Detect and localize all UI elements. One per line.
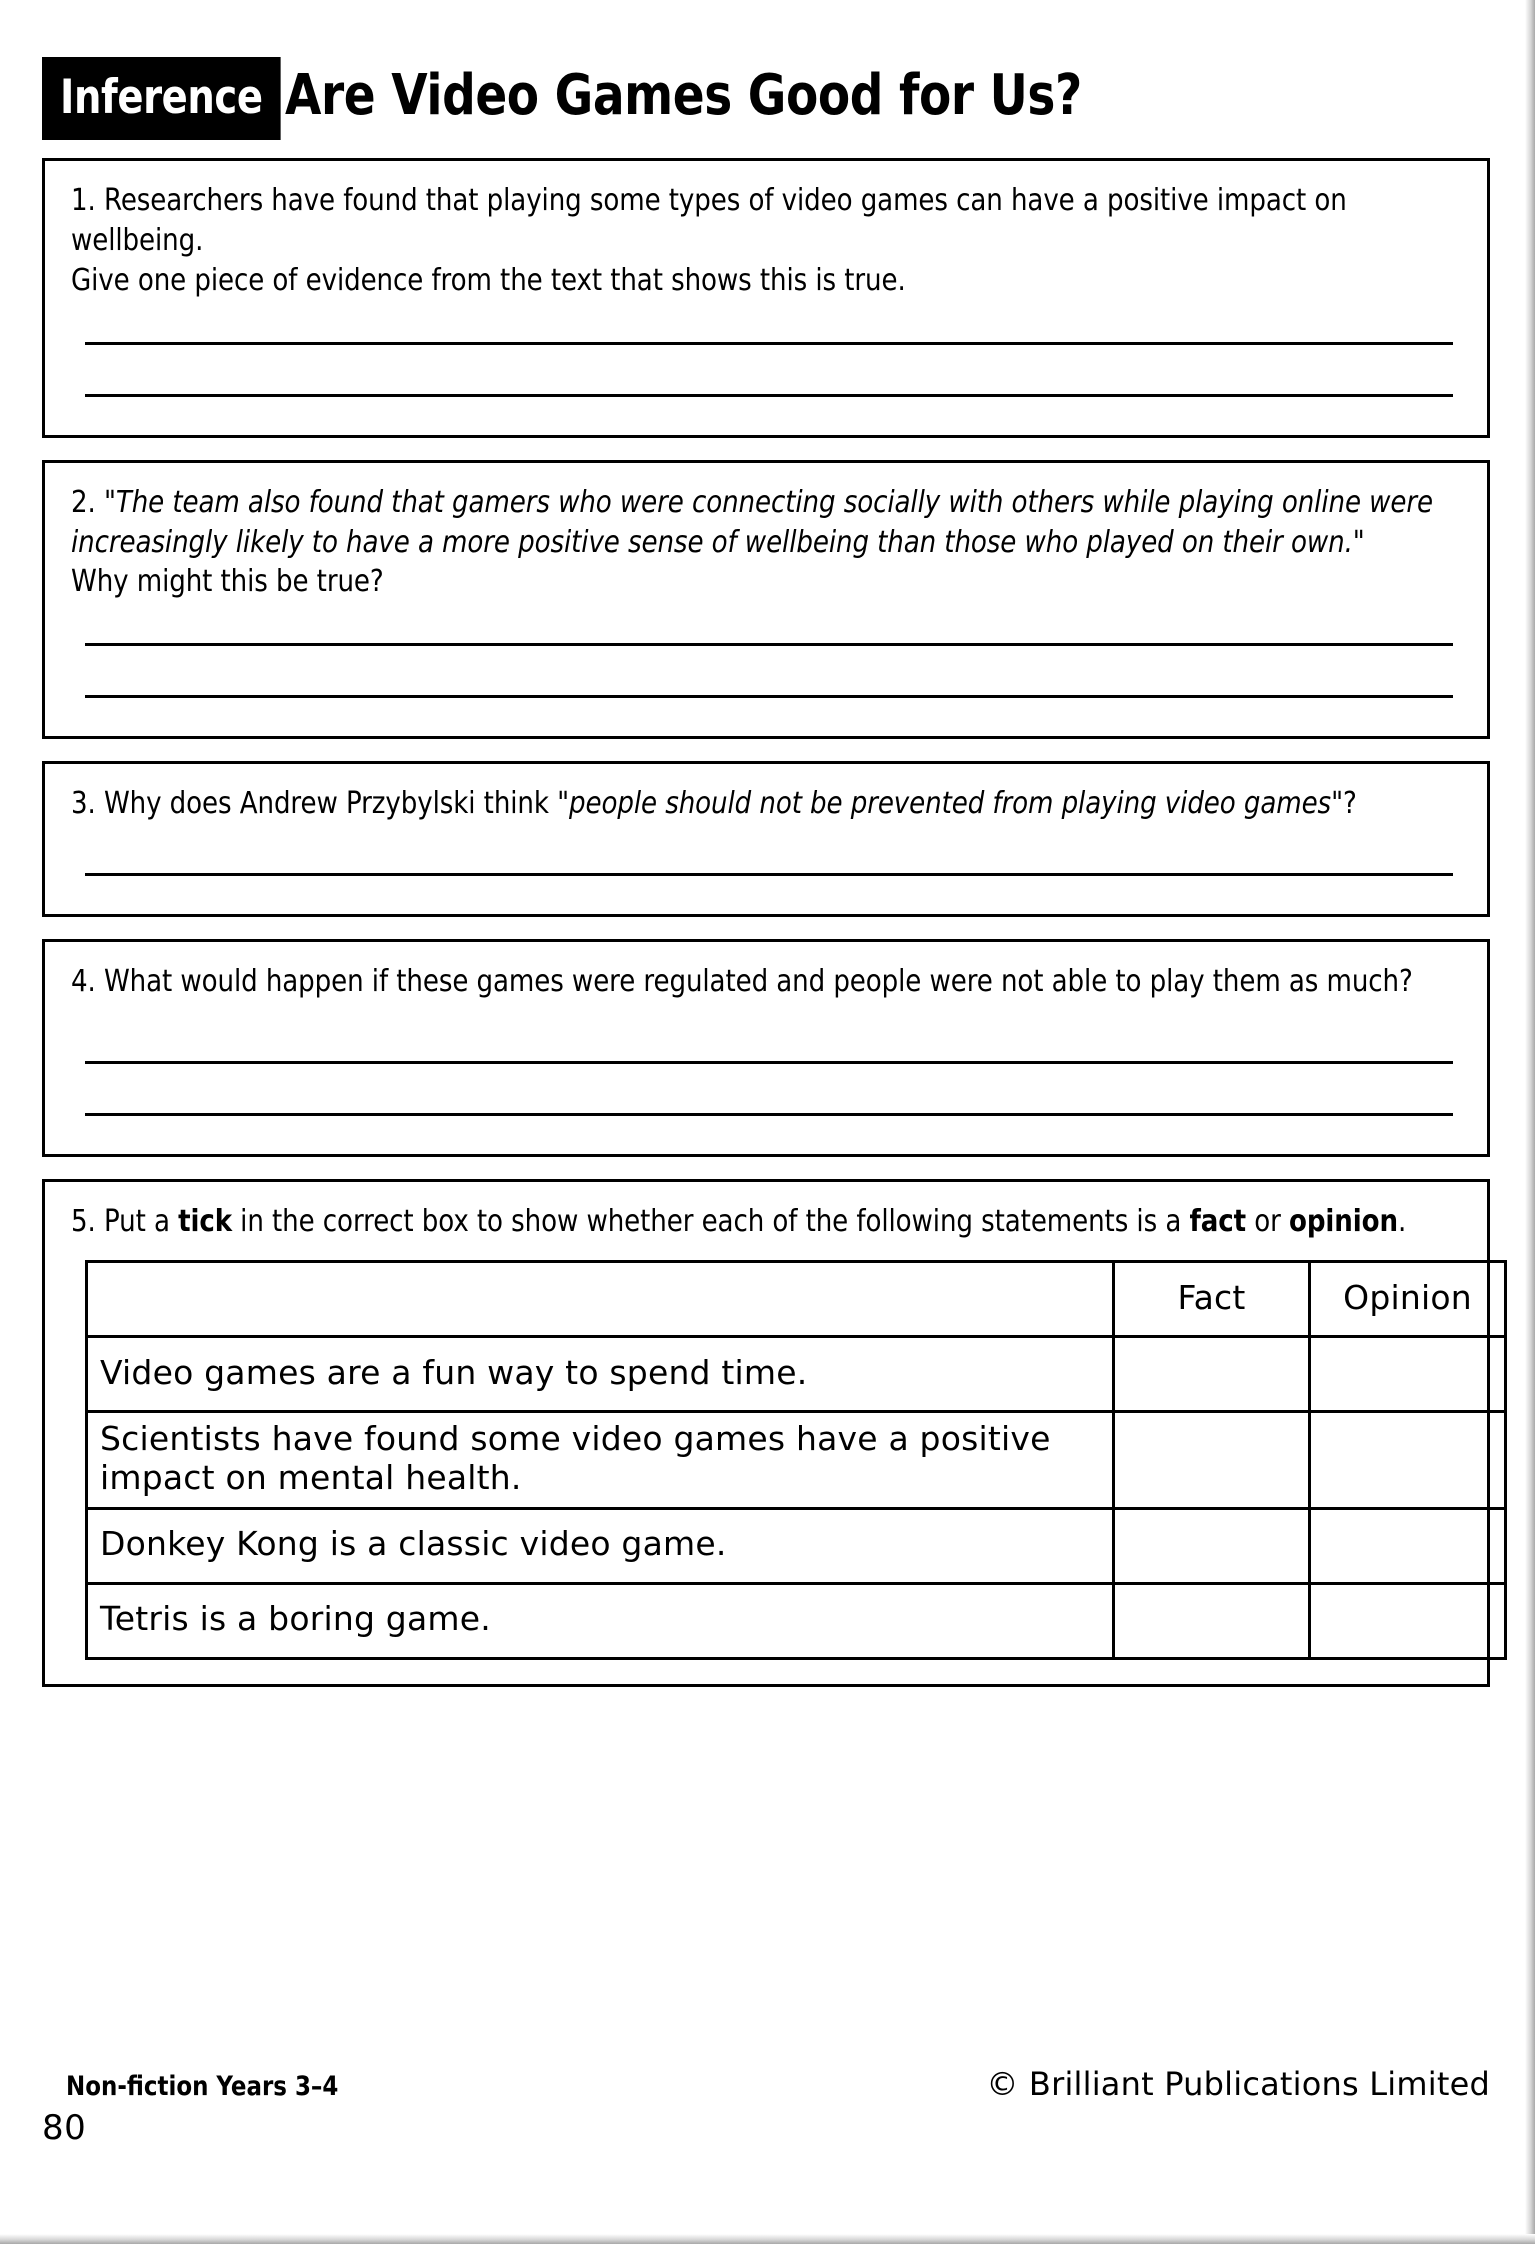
question-5-box — [42, 1179, 1490, 1687]
question-2-prompt — [71, 483, 1462, 603]
question-5-intro-b: in the correct box to show whether each of the following statements is a — [231, 1204, 1190, 1240]
question-5-bold-tick: tick — [178, 1204, 232, 1240]
question-3-box — [42, 761, 1490, 917]
question-4-prompt — [71, 962, 1462, 1002]
footer-series-label: Non-fiction Years 3–4 — [66, 2071, 339, 2102]
header-fact: Fact — [1114, 1262, 1310, 1337]
footer-copyright: © Brilliant Publications Limited — [986, 2065, 1490, 2103]
question-3-answer-area[interactable] — [71, 872, 1461, 898]
header-opinion: Opinion — [1310, 1262, 1506, 1337]
answer-area-tail — [71, 397, 1461, 419]
question-5-prompt — [71, 1202, 1462, 1242]
question-5-intro-a: 5. Put a — [71, 1204, 179, 1240]
question-2-number: 2. — [71, 484, 104, 520]
question-5-bold-opinion: opinion — [1288, 1204, 1398, 1240]
fact-tick-cell[interactable] — [1114, 1337, 1310, 1412]
table-row — [87, 1508, 1506, 1583]
fact-opinion-table-body — [87, 1337, 1506, 1659]
question-2-answer-area[interactable] — [71, 642, 1461, 720]
question-4-box — [42, 939, 1490, 1157]
opinion-tick-cell[interactable] — [1310, 1508, 1506, 1583]
question-1-prompt — [71, 181, 1462, 301]
question-4-line-1: 4. What would happen if these games were regulated and people were not able to play them as much? — [71, 964, 1413, 1000]
question-3-prompt-italic: people should not be prevented from playing video games — [569, 786, 1332, 822]
question-2-line-2: Why might this be true? — [71, 564, 384, 600]
question-3-prompt — [71, 784, 1462, 824]
question-1-box — [42, 158, 1490, 438]
question-1-line-2: Give one piece of evidence from the text that shows this is true. — [71, 262, 906, 298]
page-title: Are Video Games Good for Us? — [285, 63, 1082, 128]
fact-tick-cell[interactable] — [1114, 1412, 1310, 1509]
answer-area-tail — [71, 1116, 1461, 1138]
page-header — [42, 38, 1490, 158]
page-footer — [42, 2065, 1490, 2103]
answer-line[interactable] — [85, 341, 1453, 345]
opinion-tick-cell[interactable] — [1310, 1583, 1506, 1658]
table-row — [87, 1412, 1506, 1509]
question-2-box — [42, 460, 1490, 740]
header-statement — [87, 1262, 1114, 1337]
question-5-intro-c: or — [1246, 1204, 1289, 1240]
fact-tick-cell[interactable] — [1114, 1508, 1310, 1583]
statement-cell: Tetris is a boring game. — [87, 1583, 1114, 1658]
fact-opinion-table — [85, 1260, 1507, 1660]
question-3-prompt-post: "? — [1331, 786, 1357, 822]
opinion-tick-cell[interactable] — [1310, 1412, 1506, 1509]
fact-opinion-table-head — [87, 1262, 1506, 1337]
question-5-bold-fact: fact — [1189, 1204, 1247, 1240]
answer-line[interactable] — [85, 642, 1453, 646]
statement-cell: Video games are a fun way to spend time. — [87, 1337, 1114, 1412]
statement-cell: Donkey Kong is a classic video game. — [87, 1508, 1114, 1583]
table-row — [87, 1337, 1506, 1412]
question-1-line-1: 1. Researchers have found that playing some types of video games can have a positive impact on wellbeing. — [71, 183, 1347, 258]
question-2-quote: "The team also found that gamers who were connecting socially with others while playing online were increasingly likely to have a more positive sense of wellbeing than those who played on their own." — [71, 484, 1433, 560]
statement-cell: Scientists have found some video games have a positive impact on mental health. — [87, 1412, 1114, 1509]
skill-label-badge: Inference — [42, 57, 281, 140]
question-4-answer-area[interactable] — [71, 1060, 1461, 1138]
opinion-tick-cell[interactable] — [1310, 1337, 1506, 1412]
page-edge-bottom — [0, 2234, 1535, 2244]
page-number: 80 — [42, 2108, 87, 2148]
table-row — [87, 1583, 1506, 1658]
page-content — [42, 0, 1490, 1709]
question-5-intro-d: . — [1397, 1204, 1407, 1240]
answer-area-tail — [71, 698, 1461, 720]
table-header-row — [87, 1262, 1506, 1337]
question-1-answer-area[interactable] — [71, 341, 1461, 419]
page-edge-right — [1525, 0, 1535, 2244]
answer-line[interactable] — [85, 1060, 1453, 1064]
fact-tick-cell[interactable] — [1114, 1583, 1310, 1658]
answer-area-tail — [71, 876, 1461, 898]
question-3-prompt-pre: 3. Why does Andrew Przybylski think " — [71, 786, 570, 822]
